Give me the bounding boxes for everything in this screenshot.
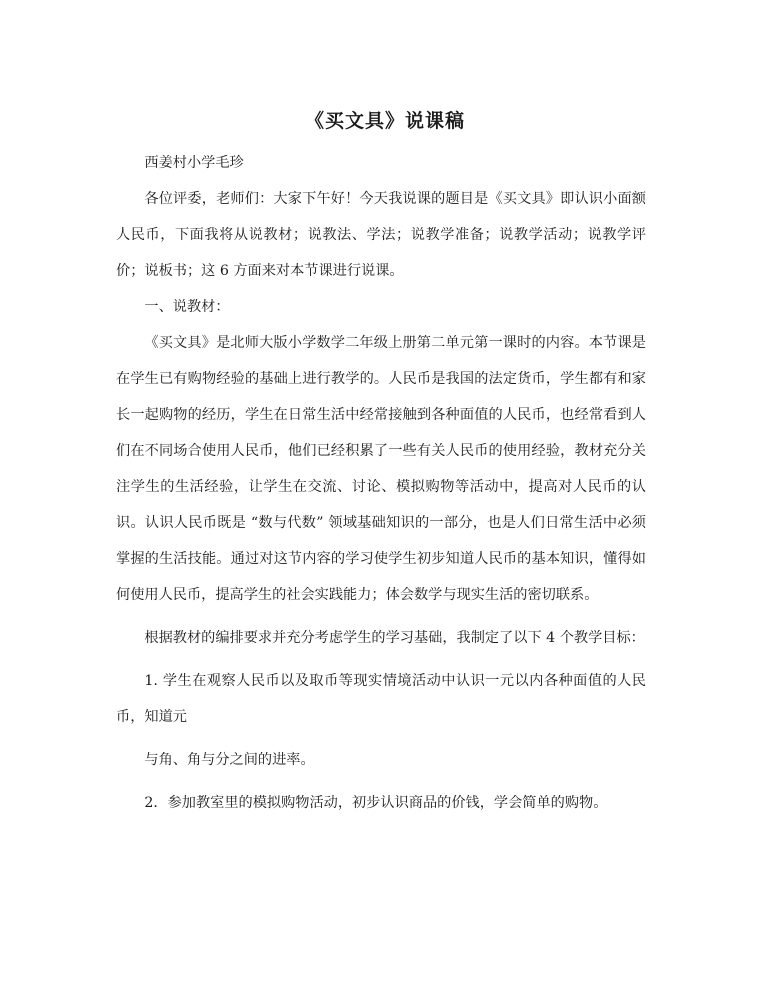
paragraph-textbook: 《买文具》是北师大版小学数学二年级上册第二单元第一课时的内容。本节课是在学生已有购物经验的基础上进行教学的。人民币是我国的法定货币，学生都有和家长一起购物的经历，学生在日常生活中经常接触到各种面值的人民币，也经常看到人们在不同场合使用人民币，他们已经积累了一些有关人民币的使用经验，教材充分关注学生的生活经验，让学生在交流、讨论、模拟购物等活动中，提高对人民币的认识。认识人民币既是 “数与代数” 领域基础知识的一部分，也是人们日常生活中必须掌握的生活技能。通过对这节内容的学习使学生初步知道人民币的基本知识，懂得如何使用人民币，提高学生的社会实践能力；体会数学与现实生活的密切联系。 [116,335,646,603]
document-body [116,145,646,821]
paragraph-objectives-intro: 根据教材的编排要求并充分考虑学生的学习基础，我制定了以下 4 个教学目标： [144,630,645,646]
objective-1-continued: 与角、角与分之间的进率。 [144,752,315,768]
author-line: 西姜村小学毛珍 [144,155,244,171]
section-heading-textbook: 一、说教材： [144,299,230,315]
paragraph-intro: 各位评委，老师们：大家下午好！今天我说课的题目是《买文具》即认识小面额人民币，下面我将从说教材；说教法、学法；说教学准备；说教学活动；说教学评价；说板书；这 6 方面来对本节课进行说课。 [116,191,646,279]
objective-1: 1. 学生在观察人民币以及取币等现实情境活动中认识一元以内各种面值的人民币，知道元 [116,673,646,725]
document-title: 《买文具》说课稿 [304,110,465,132]
objective-2: 2．参加教室里的模拟购物活动，初步认识商品的价钱，学会简单的购物。 [144,795,608,811]
